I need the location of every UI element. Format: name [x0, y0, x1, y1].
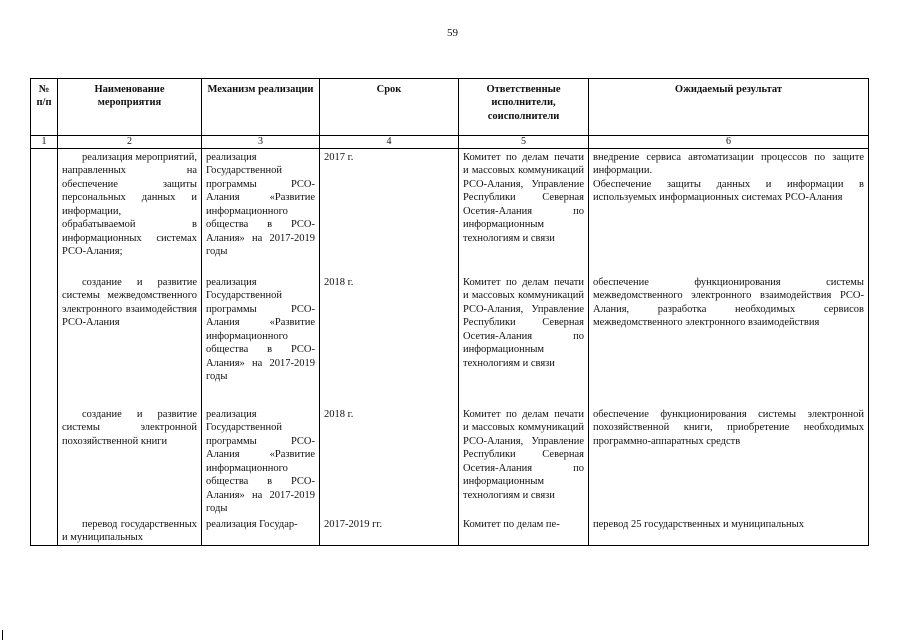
cell-name: создание и развитие системы межведомственного электронного взаимодействия РСО-Алания [58, 274, 202, 406]
cell-name: создание и развитие системы электронной похозяйственной книги [58, 406, 202, 516]
cell-executors: Комитет по делам печати и массовых коммуникаций РСО-Алания, Управление Республики Северная Осетия-Алания по информационным технологиям и связи [459, 149, 589, 275]
header-row [31, 79, 869, 136]
cell-executors: Комитет по делам печати и массовых коммуникаций РСО-Алания, Управление Республики Северная Осетия-Алания по информационным технологиям и связи [459, 274, 589, 406]
cell-name: реализация мероприятий, направленных на обеспечение защиты персональных данных и информации, обрабатываемой в информационных системах РСО-Алания; [58, 149, 202, 275]
header-result: Ожидаемый результат [589, 79, 869, 136]
cell-num [31, 516, 58, 545]
header-executors: Ответственные исполнители, соисполнители [459, 79, 589, 136]
cell-term: 2018 г. [320, 274, 459, 406]
cell-term: 2017 г. [320, 149, 459, 275]
cell-num [31, 149, 58, 275]
cell-result [589, 149, 869, 275]
column-number-row [31, 136, 869, 149]
table-row [31, 274, 869, 406]
cell-result: перевод 25 государственных и муниципальных [589, 516, 869, 545]
cell-term: 2017-2019 гг. [320, 516, 459, 545]
cell-result: обеспечение функционирования системы межведомственного электронного взаимодействия РСО-Алания, разработка необходимых сервисов межведомственного электронного взаимодействия [589, 274, 869, 406]
header-term: Срок [320, 79, 459, 136]
header-name: Наименование мероприятия [58, 79, 202, 136]
cell-mechanism: реализация Государственной программы РСО-Алания «Развитие информационного общества в РСО-Алания» на 2017-2019 годы [202, 274, 320, 406]
cell-result: обеспечение функционирования системы электронной похозяйственной книги, приобретение необходимых программно-аппаратных средств [589, 406, 869, 516]
cell-mechanism: реализация Государственной программы РСО-Алания «Развитие информационного общества в РСО-Алания» на 2017-2019 годы [202, 406, 320, 516]
table-row [31, 149, 869, 275]
page-number: 59 [447, 27, 458, 39]
column-number: 1 [31, 136, 58, 149]
cell-name: перевод государственных и муниципальных [58, 516, 202, 545]
column-number: 4 [320, 136, 459, 149]
header-mechanism: Механизм реализации [202, 79, 320, 136]
cell-result-line: Обеспечение защиты данных и информации в используемых информационных системах РСО-Алания [593, 178, 864, 204]
column-number: 5 [459, 136, 589, 149]
measures-table [30, 78, 869, 546]
margin-mark [2, 630, 3, 640]
column-number: 6 [589, 136, 869, 149]
cell-executors: Комитет по делам пе- [459, 516, 589, 545]
cell-term: 2018 г. [320, 406, 459, 516]
table-row [31, 406, 869, 516]
cell-result-line: внедрение сервиса автоматизации процессов по защите информации. [593, 152, 864, 177]
cell-mechanism: реализация Государственной программы РСО-Алания «Развитие информационного общества в РСО-Алания» на 2017-2019 годы [202, 149, 320, 275]
header-num: № п/п [31, 79, 58, 136]
cell-num [31, 274, 58, 406]
column-number: 3 [202, 136, 320, 149]
cell-mechanism: реализация Государ- [202, 516, 320, 545]
cell-executors: Комитет по делам печати и массовых коммуникаций РСО-Алания, Управление Республики Северная Осетия-Алания по информационным технологиям и связи [459, 406, 589, 516]
cell-num [31, 406, 58, 516]
table-row [31, 516, 869, 545]
column-number: 2 [58, 136, 202, 149]
